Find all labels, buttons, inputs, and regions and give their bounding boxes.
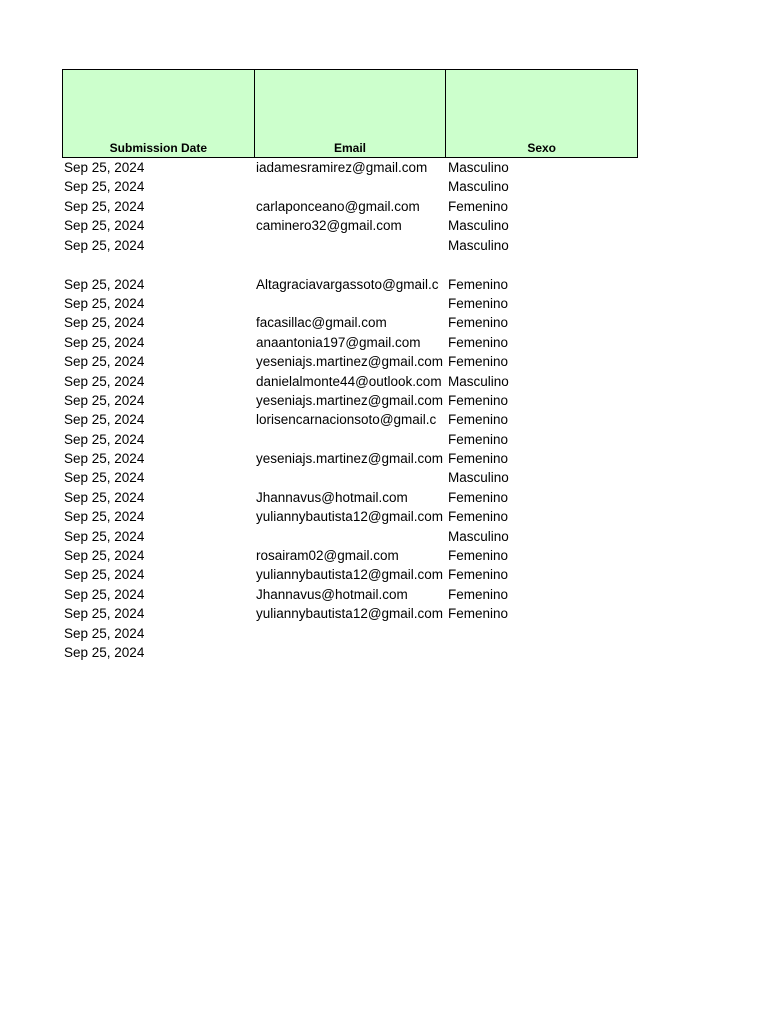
date-cell[interactable]: Sep 25, 2024 [64, 334, 145, 350]
sexo-cell[interactable]: Masculino [448, 237, 509, 253]
table-row [62, 643, 638, 662]
table-row [62, 430, 638, 449]
table-row [62, 604, 638, 623]
table-row [62, 468, 638, 487]
sexo-cell[interactable]: Femenino [448, 295, 509, 311]
date-cell[interactable]: Sep 25, 2024 [64, 567, 145, 583]
email-cell[interactable]: yeseniajs.martinez@gmail.com [256, 392, 444, 408]
email-cell[interactable]: facasillac@gmail.com [256, 315, 387, 331]
email-cell[interactable]: Jhannavus@hotmail.com [256, 586, 408, 602]
date-cell[interactable]: Sep 25, 2024 [64, 354, 145, 370]
sexo-cell[interactable]: Femenino [448, 567, 509, 583]
table-row [62, 313, 638, 332]
email-cell[interactable]: danielalmonte44@outlook.com [256, 373, 442, 389]
email-cell[interactable] [254, 468, 446, 487]
table-row [62, 333, 638, 352]
header-submission-date[interactable]: Submission Date [63, 70, 255, 157]
date-cell[interactable]: Sep 25, 2024 [64, 295, 145, 311]
date-cell[interactable]: Sep 25, 2024 [64, 489, 145, 505]
sexo-cell[interactable]: Femenino [448, 354, 509, 370]
email-cell[interactable]: carlaponceano@gmail.com [256, 198, 420, 214]
table-row [62, 449, 638, 468]
table-row [62, 236, 638, 255]
date-cell[interactable]: Sep 25, 2024 [64, 606, 145, 622]
sexo-cell[interactable]: Femenino [448, 392, 509, 408]
sexo-cell[interactable]: Femenino [448, 431, 509, 447]
date-cell[interactable]: Sep 25, 2024 [64, 431, 145, 447]
spreadsheet [62, 69, 638, 662]
email-cell[interactable] [254, 294, 446, 313]
sexo-cell[interactable] [446, 643, 638, 662]
date-cell[interactable]: Sep 25, 2024 [64, 470, 145, 486]
sexo-cell[interactable]: Masculino [448, 218, 509, 234]
table-row [62, 255, 638, 294]
table-row [62, 372, 638, 391]
date-cell[interactable]: Sep 25, 2024 [64, 315, 145, 331]
table-row [62, 177, 638, 196]
table-row [62, 565, 638, 584]
date-cell[interactable]: Sep 25, 2024 [64, 586, 145, 602]
header-sexo[interactable]: Sexo [446, 70, 638, 157]
date-cell[interactable]: Sep 25, 2024 [64, 548, 145, 564]
email-cell[interactable] [254, 643, 446, 662]
date-cell[interactable]: Sep 25, 2024 [64, 644, 145, 660]
date-cell[interactable]: Sep 25, 2024 [64, 179, 145, 195]
sexo-cell[interactable]: Femenino [448, 315, 509, 331]
email-cell[interactable]: yuliannybautista12@gmail.com [256, 567, 444, 583]
date-cell[interactable]: Sep 25, 2024 [64, 528, 145, 544]
sexo-cell[interactable]: Femenino [448, 548, 509, 564]
sexo-cell[interactable] [446, 624, 638, 643]
email-cell[interactable] [254, 527, 446, 546]
table-row [62, 546, 638, 565]
sexo-cell[interactable]: Masculino [448, 528, 509, 544]
date-cell[interactable]: Sep 25, 2024 [64, 451, 145, 467]
email-cell[interactable]: caminero32@gmail.com [256, 218, 402, 234]
email-cell[interactable]: rosairam02@gmail.com [256, 548, 399, 564]
table-row [62, 410, 638, 429]
email-cell[interactable]: yuliannybautista12@gmail.com [256, 509, 444, 525]
date-cell[interactable]: Sep 25, 2024 [64, 373, 145, 389]
email-cell[interactable]: yeseniajs.martinez@gmail.com [256, 354, 444, 370]
table-row [62, 294, 638, 313]
email-cell[interactable]: Altagraciavargassoto@gmail.c [256, 276, 439, 292]
table-row [62, 391, 638, 410]
email-cell[interactable]: Jhannavus@hotmail.com [256, 489, 408, 505]
sexo-cell[interactable]: Femenino [448, 334, 509, 350]
table-row [62, 624, 638, 643]
sexo-cell[interactable]: Femenino [448, 451, 509, 467]
date-cell[interactable]: Sep 25, 2024 [64, 276, 145, 292]
table-row [62, 216, 638, 235]
data-rows [62, 158, 638, 662]
table-row [62, 352, 638, 371]
sexo-cell[interactable]: Masculino [448, 470, 509, 486]
email-cell[interactable] [254, 177, 446, 196]
email-cell[interactable] [254, 236, 446, 255]
table-row [62, 585, 638, 604]
date-cell[interactable]: Sep 25, 2024 [64, 625, 145, 641]
table-row [62, 488, 638, 507]
date-cell[interactable]: Sep 25, 2024 [64, 237, 145, 253]
email-cell[interactable]: yuliannybautista12@gmail.com [256, 606, 444, 622]
date-cell[interactable]: Sep 25, 2024 [64, 392, 145, 408]
header-email[interactable]: Email [255, 70, 447, 157]
date-cell[interactable]: Sep 25, 2024 [64, 509, 145, 525]
date-cell[interactable]: Sep 25, 2024 [64, 160, 145, 175]
date-cell[interactable]: Sep 25, 2024 [64, 198, 145, 214]
email-cell[interactable] [254, 624, 446, 643]
sexo-cell[interactable]: Masculino [448, 373, 509, 389]
email-cell[interactable]: iadamesramirez@gmail.com [256, 160, 428, 175]
table-row [62, 507, 638, 526]
email-cell[interactable]: lorisencarnacionsoto@gmail.c [256, 412, 437, 428]
sexo-cell[interactable]: Femenino [448, 276, 509, 292]
email-cell[interactable]: anaantonia197@gmail.com [256, 334, 421, 350]
sexo-cell[interactable]: Femenino [448, 489, 509, 505]
date-cell[interactable]: Sep 25, 2024 [64, 412, 145, 428]
header-row [62, 69, 638, 158]
sexo-cell[interactable]: Femenino [448, 606, 509, 622]
table-row [62, 197, 638, 216]
sexo-cell[interactable]: Masculino [448, 160, 509, 175]
date-cell[interactable]: Sep 25, 2024 [64, 218, 145, 234]
sexo-cell[interactable]: Masculino [448, 179, 509, 195]
email-cell[interactable] [254, 430, 446, 449]
sexo-cell[interactable]: Femenino [448, 198, 509, 214]
email-cell[interactable]: yeseniajs.martinez@gmail.com [256, 451, 444, 467]
sexo-cell[interactable]: Femenino [448, 509, 509, 525]
table-row [62, 158, 638, 177]
table-row [62, 527, 638, 546]
sexo-cell[interactable]: Femenino [448, 586, 509, 602]
sexo-cell[interactable]: Femenino [448, 412, 509, 428]
